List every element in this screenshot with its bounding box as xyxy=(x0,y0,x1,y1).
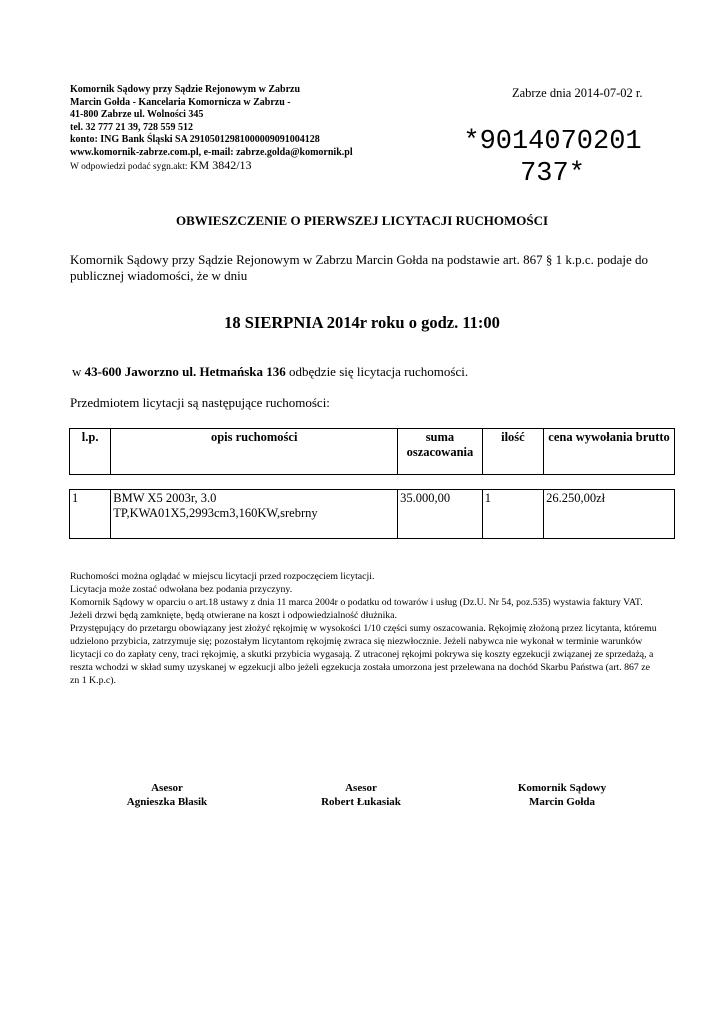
note-line: Ruchomości można oglądać w miejscu licytacji przed rozpoczęciem licytacji. xyxy=(70,571,375,582)
note-line: Komornik Sądowy w oparciu o art.18 ustawy z dnia 11 marca 2004r o podatku od towarów i usług (Dz.U. Nr 54, poz.535) wystawia faktury VAT. xyxy=(70,597,643,608)
location-address: 43-600 Jaworzno ul. Hetmańska 136 xyxy=(84,364,286,379)
signature-name: Agnieszka Błasik xyxy=(126,796,208,808)
location-suffix: odbędzie się licytacja ruchomości. xyxy=(285,364,469,379)
note-line: Licytacja może zostać odwołana bez podania przyczyny. xyxy=(70,584,293,595)
note-line: Przystępujący do przetargu obowiązany jest złożyć rękojmię w wysokości 1/10 części sumy oszacowania. Rękojmię złożoną przez licytanta, któremu udzielono przybicia, zatrzymuje się; pozostałym licytantom rękojmię zwraca się niezwłocznie. Jeżeli nabywca nie wykonał w terminie warunków licytacji co do zapłaty ceny, traci rękojmię, a skutki przybicia wygasają. Z utraconej rękojmi pokrywa się koszty egzekucji związanej ze sprzedażą, a reszta wchodzi w skład sumy uzyskanej w egzekucji albo jeżeli egzekucja została umorzona jest przelewana na dochód Skarbu Państwa (art. 867 ze zn 1 K.p.c). xyxy=(70,623,657,686)
barcode-text xyxy=(440,126,665,190)
signature-role: Asesor xyxy=(151,782,183,794)
items-table-body xyxy=(69,489,675,539)
document-date: Zabrze dnia 2014-07-02 r. xyxy=(512,86,643,100)
cell-quantity: 1 xyxy=(482,490,543,539)
table-header-row xyxy=(70,429,675,475)
signature-name: Robert Łukasiak xyxy=(321,796,401,808)
signature-block xyxy=(107,781,227,809)
reference-number: KM 3842/13 xyxy=(189,158,252,172)
location-prefix: w xyxy=(72,364,85,379)
cell-valuation: 35.000,00 xyxy=(398,490,483,539)
signature-role: Komornik Sądowy xyxy=(517,782,607,794)
signature-role: Asesor xyxy=(345,782,377,794)
subject-intro: Przedmiotem licytacji są następujące ruchomości: xyxy=(70,395,330,410)
letterhead xyxy=(70,84,353,174)
note-line: Jeżeli drzwi będą zamknięte, będą otwierane na koszt i odpowiedzialność dłużnika. xyxy=(70,610,397,621)
cell-description: BMW X5 2003r, 3.0 TP,KWA01X5,2993cm3,160KW,srebrny xyxy=(111,490,398,539)
items-table-header xyxy=(69,428,675,475)
letterhead-line: 41-800 Zabrze ul. Wolności 345 xyxy=(70,109,204,120)
intro-paragraph: Komornik Sądowy przy Sądzie Rejonowym w Zabrzu Marcin Gołda na podstawie art. 867 § 1 k.p.c. podaje do publicznej wiadomości, że w dniu xyxy=(70,252,649,283)
col-header-lp: l.p. xyxy=(70,429,111,475)
letterhead-line: tel. 32 777 21 39, 728 559 512 xyxy=(70,121,194,133)
signature-block xyxy=(492,781,632,809)
signature-name: Marcin Gołda xyxy=(528,796,596,808)
document-title: OBWIESZCZENIE O PIERWSZEJ LICYTACJI RUCHOMOŚCI xyxy=(175,213,549,228)
barcode-line: *9014070201 xyxy=(463,127,642,157)
reference-line xyxy=(70,159,353,174)
col-header-quantity: ilość xyxy=(482,429,543,475)
auction-date: 18 SIERPNIA 2014r roku o godz. 11:00 xyxy=(224,313,500,332)
signature-block xyxy=(301,781,421,809)
notes-section xyxy=(70,570,660,687)
cell-price: 26.250,00zł xyxy=(544,490,675,539)
col-header-price: cena wywołania brutto xyxy=(544,429,675,475)
barcode-line: 737* xyxy=(520,159,585,189)
auction-location xyxy=(72,364,468,380)
col-header-valuation: suma oszacowania xyxy=(398,429,483,475)
letterhead-line: www.komornik-zabrze.com.pl, e-mail: zabrze.golda@komornik.pl xyxy=(70,146,353,158)
col-header-description: opis ruchomości xyxy=(111,429,398,475)
letterhead-line: Marcin Gołda - Kancelaria Komornicza w Zabrzu - xyxy=(70,96,291,108)
cell-lp: 1 xyxy=(70,490,111,539)
reference-label: W odpowiedzi podać sygn.akt: xyxy=(70,162,188,172)
letterhead-line: konto: ING Bank Śląski SA 29105012981000009091004128 xyxy=(70,134,320,145)
table-row xyxy=(70,490,675,539)
letterhead-line: Komornik Sądowy przy Sądzie Rejonowym w Zabrzu xyxy=(70,84,301,95)
